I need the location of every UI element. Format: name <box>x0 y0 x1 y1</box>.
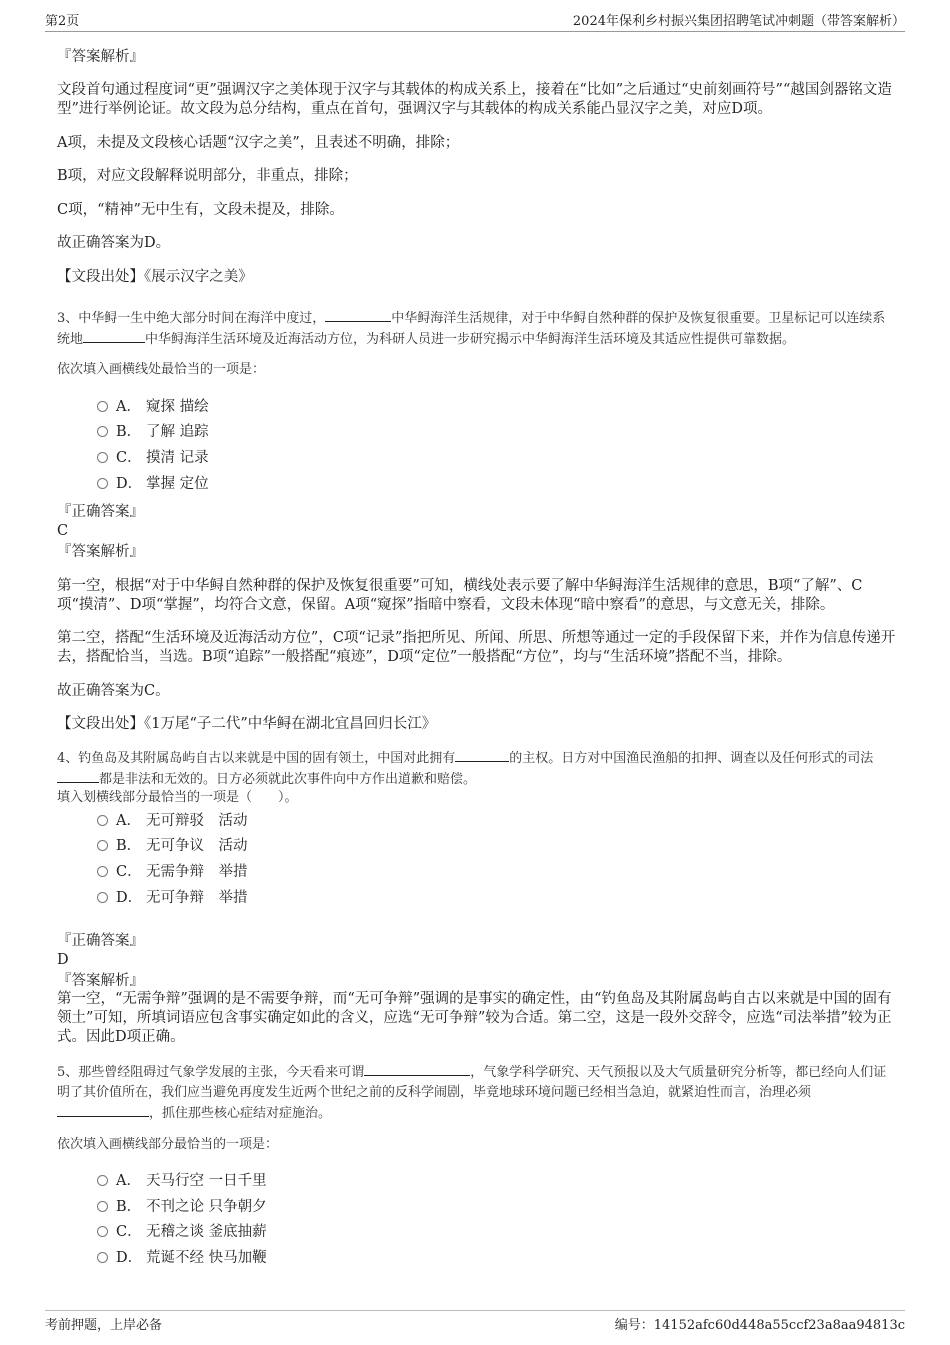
q4-answer-label: 『正确答案』 <box>57 933 144 949</box>
q5-option-b[interactable]: B． 不刊之论 只争朝夕 <box>97 1197 267 1217</box>
q5-option-d[interactable]: D． 荒诞不经 快马加鞭 <box>97 1248 267 1268</box>
q3-source: 【文段出处】《1万尾“子二代”中华鲟在湖北宜昌回归长江》 <box>57 716 437 732</box>
q4-answer: D <box>57 952 69 968</box>
q5-stem-part2: ，气象学科学研究、天气预报以及大气质量研究分析等，都已经向人们证明了其价值所在，我们应当避免再度发生近两个世纪之前的反科学闹剧，毕竟地球环境问题已经相当急迫，就紧迫性而言，治理必须 <box>57 1065 887 1100</box>
radio-icon[interactable] <box>97 840 108 851</box>
q3-analysis-para1: 第一空，根据“对于中华鲟自然种群的保护及恢复很重要”可知，横线处表示要了解中华鲟海洋生活规律的意思，B项“了解”、C项“摸清”、D项“掌握”，均符合文意，保留。A项“窥探”指暗中察看，文段未体现“暗中察看”的意思，与文意无关，排除。 <box>57 578 863 613</box>
q3-answer: C <box>57 523 69 539</box>
footer-doc-id: 编号：14152afc60d448a55ccf23a8aa94813c <box>614 1318 905 1333</box>
radio-icon[interactable] <box>97 426 108 437</box>
q3-prompt: 依次填入画横线处最恰当的一项是： <box>57 362 266 377</box>
radio-icon[interactable] <box>97 1252 108 1263</box>
q5-blank-2 <box>57 1103 149 1117</box>
q4-prompt: 填入划横线部分最恰当的一项是（ ）。 <box>57 790 298 805</box>
q2-analysis-option-c: C项，“精神”无中生有，文段未提及，排除。 <box>57 202 344 218</box>
q4-stem-part2: 的主权。日方对中国渔民渔船的扣押、调查以及任何形式的司法 <box>509 751 874 766</box>
radio-icon[interactable] <box>97 892 108 903</box>
q2-source: 【文段出处】《展示汉字之美》 <box>57 269 253 285</box>
q4-blank-2 <box>57 769 99 783</box>
q3-analysis-label: 『答案解析』 <box>57 544 144 560</box>
header-divider <box>45 31 905 32</box>
radio-icon[interactable] <box>97 866 108 877</box>
q2-analysis-para1: 文段首句通过程度词“更”强调汉字之美体现于汉字与其载体的构成关系上，接着在“比如”之后通过“史前刻画符号”“越国剑器铭文造型”进行举例论证。故文段为总分结构，重点在首句，强调汉字与其载体的构成关系能凸显汉字之美，对应D项。 <box>57 82 892 117</box>
q3-blank-1 <box>325 308 391 322</box>
q5-stem <box>57 1062 897 1124</box>
q2-analysis-label: 『答案解析』 <box>57 49 144 65</box>
q3-answer-label: 『正确答案』 <box>57 504 144 520</box>
q3-blank-2 <box>83 329 145 343</box>
q3-option-a[interactable]: A． 窥探 描绘 <box>97 397 209 417</box>
document-title: 2024年保利乡村振兴集团招聘笔试冲刺题（带答案解析） <box>572 14 905 29</box>
q5-option-c[interactable]: C． 无稽之谈 釜底抽薪 <box>97 1222 267 1242</box>
q5-blank-1 <box>364 1062 470 1076</box>
q3-conclusion: 故正确答案为C。 <box>57 683 170 699</box>
q4-stem-part3: 都是非法和无效的。日方必须就此次事件向中方作出道歉和赔偿。 <box>99 772 477 787</box>
q4-option-a[interactable]: A． 无可辩驳 活动 <box>97 811 248 831</box>
q5-stem-part1: 5、那些曾经阻碍过气象学发展的主张，今天看来可谓 <box>57 1065 365 1080</box>
q4-stem-part1: 4、钓鱼岛及其附属岛屿自古以来就是中国的固有领土，中国对此拥有 <box>57 751 456 766</box>
q4-analysis-para1: 第一空，“无需争辩”强调的是不需要争辩，而“无可争辩”强调的是事实的确定性，由“钓鱼岛及其附属岛屿自古以来就是中国的固有领土”可知，所填词语应包含事实确定如此的含义，应选“无可争辩”较为合适。第二空，这是一段外交辞令，应选“司法举措”较为正式。因此D项正确。 <box>57 991 892 1045</box>
q3-option-b[interactable]: B． 了解 追踪 <box>97 422 209 442</box>
radio-icon[interactable] <box>97 401 108 412</box>
footer-divider <box>45 1310 905 1311</box>
radio-icon[interactable] <box>97 478 108 489</box>
q4-option-c[interactable]: C． 无需争辩 举措 <box>97 862 248 882</box>
q2-conclusion: 故正确答案为D。 <box>57 235 171 251</box>
q5-stem-part3: ，抓住那些核心症结对症施治。 <box>149 1106 332 1121</box>
radio-icon[interactable] <box>97 1175 108 1186</box>
q5-option-a[interactable]: A． 天马行空 一日千里 <box>97 1171 267 1191</box>
q2-analysis-option-a: A项，未提及文段核心话题“汉字之美”，且表述不明确，排除； <box>57 135 460 151</box>
radio-icon[interactable] <box>97 452 108 463</box>
q3-stem-part2: 中华鲟海洋生活规律，对于中华鲟自然种群的保护及恢复很重要。卫星标记可以连续系统地 <box>57 311 886 347</box>
radio-icon[interactable] <box>97 1201 108 1212</box>
q2-analysis-option-b: B项，对应文段解释说明部分，非重点，排除； <box>57 168 358 184</box>
q3-option-c[interactable]: C． 摸清 记录 <box>97 448 209 468</box>
q3-stem <box>57 308 897 350</box>
q3-stem-part3: 中华鲟海洋生活环境及近海活动方位，为科研人员进一步研究揭示中华鲟海洋生活环境及其适应性提供可靠数据。 <box>145 332 796 347</box>
q3-stem-part1: 3、中华鲟一生中绝大部分时间在海洋中度过， <box>57 311 326 326</box>
q3-analysis-para2: 第二空，搭配“生活环境及近海活动方位”，C项“记录”指把所见、所闻、所思、所想等通过一定的手段保留下来，并作为信息传递开去，搭配恰当，当选。B项“追踪”一般搭配“痕迹”，D项“定位”一般搭配“方位”，均与“生活环境”搭配不当，排除。 <box>57 630 896 665</box>
q4-blank-1 <box>455 748 509 762</box>
q4-analysis-label: 『答案解析』 <box>57 973 144 989</box>
q4-option-b[interactable]: B． 无可争议 活动 <box>97 836 248 856</box>
radio-icon[interactable] <box>97 1226 108 1237</box>
page-header <box>0 0 950 30</box>
radio-icon[interactable] <box>97 815 108 826</box>
q4-stem <box>57 748 897 790</box>
page-number: 第2页 <box>45 14 80 29</box>
q3-option-d[interactable]: D． 掌握 定位 <box>97 474 209 494</box>
q4-option-d[interactable]: D． 无可争辩 举措 <box>97 888 248 908</box>
footer-slogan: 考前押题，上岸必备 <box>45 1318 163 1333</box>
q5-prompt: 依次填入画横线部分最恰当的一项是： <box>57 1137 279 1152</box>
